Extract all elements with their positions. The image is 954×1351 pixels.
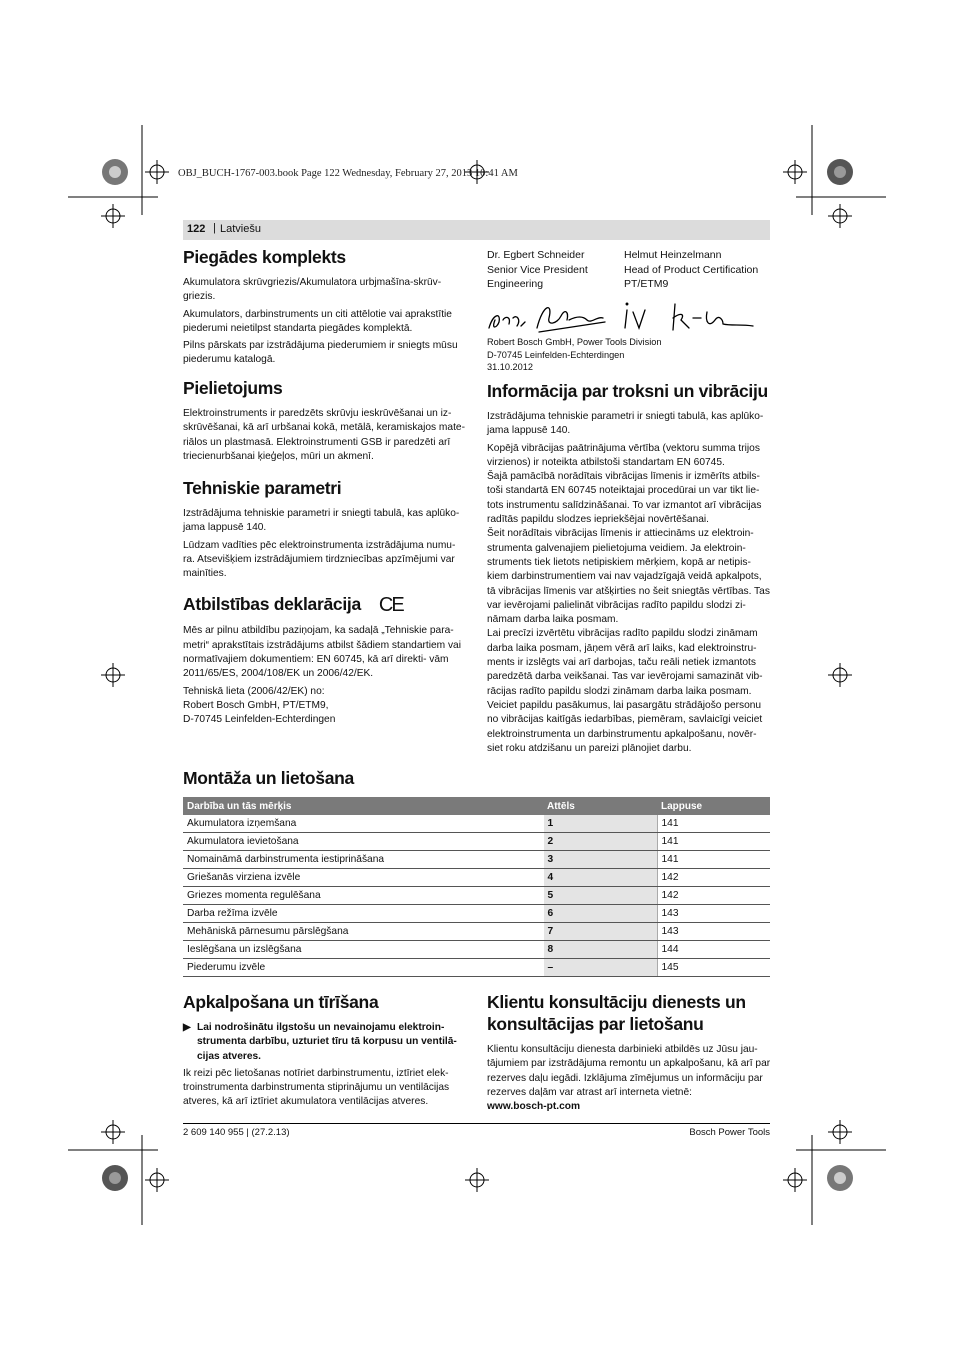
service-heading: Klientu konsultāciju dienests un konsultācijas par lietošanu — [487, 992, 746, 1034]
specs-paragraph: Lūdzam vadīties pēc elektroinstrumenta izstrādājuma numu- ra. Atsevišķiem izstrādājumiem tirdzniecības apzīmējumi var mainīties. — [183, 539, 456, 580]
table-cell: 145 — [657, 959, 770, 977]
handwritten-signatures — [487, 298, 762, 336]
signatory-dept: PT/ETM9 — [624, 278, 669, 291]
footer-rule — [183, 1123, 770, 1124]
noise-paragraph: Lai precīzi izvērtētu vibrācijas radīto papildu slodzi zināmam darba laika posmam, jāņem vērā arī laiks, kad elektroinstru- ments ir izslēgts vai arī darbojas, taču reāli netiek izmantots paredzētā darba veikšanai. Tas var ievērojami samazināt vib- rācijas radīto papildu slodzi zināmam darba laika posmam. — [487, 628, 763, 697]
noise-paragraph: Veiciet papildu pasākumus, lai pasargātu strādājošo personu no vibrācijas kaitīgās iedarbības, piemēram, savlaicīgi veiciet elektroinstrumenta un darbinstrumentu apkalpošanu, novēr- siet roku atdzišanu un pareizi plānojiet darbu. — [487, 699, 763, 754]
noise-section — [487, 380, 772, 756]
delivery-paragraph: Pilns pārskats par izstrādājuma piederumiem ir sniegts mūsu piederumu katalogā. — [183, 340, 458, 366]
bullet-text: Lai nodrošinātu ilgstošu un nevainojamu elektroin- strumenta darbību, uzturiet tīru tā korpusu un ventilā- cijas atveres. — [197, 1022, 457, 1062]
conformity-paragraph: Mēs ar pilnu atbildību paziņojam, ka sadaļā „Tehniskie para- metri“ aprakstītais izstrādājums atbilst šādiem standartiem vai normatīvajiem dokumentiem: EN 60745, kā arī direkti- vām 2011/65/ES, 2004/108/EK un 2006/42/EK. — [183, 625, 461, 680]
signature-date: 31.10.2012 — [487, 362, 533, 372]
maintenance-paragraph: Ik reizi pēc lietošanas notīriet darbinstrumentu, iztīriet elek- troinstrumenta darbinstrumenta stiprinājumu un ventilācijas atveres, kā arī iztīriet akumulatora ventilācijas atveres. — [183, 1067, 450, 1108]
table-cell: 142 — [657, 869, 770, 887]
conformity-paragraph: D-70745 Leinfelden-Echterdingen — [183, 714, 336, 726]
conformity-paragraph: Robert Bosch GmbH, PT/ETM9, — [183, 699, 329, 711]
table-cell: 142 — [657, 887, 770, 905]
signatory-role: Senior Vice President — [487, 263, 588, 276]
left-column — [183, 246, 465, 371]
usage-paragraph: Elektroinstruments ir paredzēts skrūvju ieskrūvēšanai un iz- skrūvēšanai, kā arī urbšanai kokā, metālā, keramiskajos mate- riālos un plastmasā. Elektroinstrumenti GSB ir paredzēti arī triecienurbšanai ķieģeļos, mūri un akmenī. — [183, 408, 465, 462]
header-separator: | — [213, 222, 216, 234]
print-slug: OBJ_BUCH-1767-003.book Page 122 Wednesday, February 27, 2013 10:41 AM — [178, 168, 518, 179]
noise-paragraph: Šajā pamācībā norādītais vibrācijas līmenis ir izmērīts atbils- toši standartā EN 60745 noteiktajai procedūrai un var tikt lie- tots instrumentu salīdzināšanai. To var izmantot arī vibrācijas radītās papildu slodzes iepriekšējai novērtēšanai. — [487, 471, 762, 526]
delivery-heading: Piegādes komplekts — [183, 247, 346, 267]
column-header: Attēls — [543, 797, 657, 815]
table-cell: Piederumu izvēle — [183, 959, 543, 977]
table-row — [183, 905, 770, 923]
service-paragraph: Klientu konsultāciju dienesta darbinieki atbildēs uz Jūsu jau- tājumiem par izstrādājuma remontu un apkalpošanu, kā arī par rezerves daļu iegādi. Izklājuma zīmējumus un informāciju par rezerves daļām var atrast arī interneta vietnē: — [487, 1044, 771, 1098]
usage-heading: Pielietojums — [183, 378, 283, 398]
noise-heading: Informācija par troksni un vibrāciju — [487, 381, 768, 401]
table-row — [183, 959, 770, 977]
table-row — [183, 851, 770, 869]
table-cell: 7 — [543, 923, 657, 941]
signatory-name: Helmut Heinzelmann — [624, 249, 722, 261]
table-cell: Darba režīma izvēle — [183, 905, 543, 923]
ce-mark-icon: CE — [378, 594, 403, 617]
conformity-heading — [183, 593, 465, 616]
table-cell: Ieslēgšana un izslēgšana — [183, 941, 543, 959]
column-header: Darbība un tās mērķis — [183, 797, 543, 815]
table-cell: 143 — [657, 905, 770, 923]
maintenance-section — [183, 991, 465, 1113]
table-row — [183, 887, 770, 905]
table-row — [183, 833, 770, 851]
table-cell: 143 — [657, 923, 770, 941]
address-line: Robert Bosch GmbH, Power Tools Division — [487, 337, 662, 347]
table-row — [183, 869, 770, 887]
delivery-paragraph: Akumulatora skrūvgriezis/Akumulatora urbjmašīna-skrūv- griezis. — [183, 277, 442, 303]
header-language: Latviešu — [220, 223, 261, 235]
assembly-section — [183, 767, 354, 797]
noise-paragraph: Izstrādājuma tehniskie parametri ir sniegti tabulā, kas aplūko- jama lappusē 140. — [487, 411, 764, 437]
footer-brand: Bosch Power Tools — [689, 1127, 770, 1138]
signatory-name: Dr. Egbert Schneider — [487, 249, 585, 261]
table-cell: Akumulatora ievietošana — [183, 833, 543, 851]
table-cell: 8 — [543, 941, 657, 959]
table-cell: 144 — [657, 941, 770, 959]
table-cell: 141 — [657, 833, 770, 851]
conformity-title: Atbilstības deklarācija — [183, 594, 361, 614]
table-cell: 6 — [543, 905, 657, 923]
signatory-dept: Engineering — [487, 278, 544, 291]
service-url-link[interactable]: www.bosch-pt.com — [487, 1101, 581, 1113]
page-number: 122 — [187, 223, 206, 235]
specs-heading: Tehniskie parametri — [183, 478, 342, 498]
page-header — [183, 220, 770, 240]
address-line: D-70745 Leinfelden-Echterdingen — [487, 349, 625, 360]
table-cell: 141 — [657, 815, 770, 833]
noise-paragraph: Šeit norādītais vibrācijas līmenis ir attiecināms uz elektroin- strumenta galvenajiem pielietojuma veidiem. Ja elektroin- struments tiek lietots netipiskiem mērķiem, kopā ar netipis- kiem darbinstrumentiem vai nav vajadzīgajā veidā apkalpots, tā vibrācijas līmenis var atšķirties no šeit sniegtās vērtības. Tas var ievērojami palielināt vibrācijas radīto papildu slodzi zi- nāmam darba laika posmam. — [487, 528, 770, 626]
table-row — [183, 815, 770, 833]
table-cell: Griešanās virziena izvēle — [183, 869, 543, 887]
specs-paragraph: Izstrādājuma tehniskie parametri ir sniegti tabulā, kas aplūko- jama lappusē 140. — [183, 508, 460, 534]
table-cell: 4 — [543, 869, 657, 887]
table-cell: Nomaināmā darbinstrumenta iestiprināšana — [183, 851, 543, 869]
maintenance-bullet — [183, 1021, 465, 1064]
table-cell: Mehāniskā pārnesumu pārslēgšana — [183, 923, 543, 941]
assembly-heading: Montāža un lietošana — [183, 768, 354, 788]
delivery-paragraph: Akumulators, darbinstruments un citi attēlotie vai aprakstītie piederumi neietilpst standarta piegādes komplektā. — [183, 308, 452, 334]
table-cell: 3 — [543, 851, 657, 869]
table-cell: 2 — [543, 833, 657, 851]
table-cell: Griezes momenta regulēšana — [183, 887, 543, 905]
table-row — [183, 941, 770, 959]
usage-section — [183, 377, 465, 467]
signatory-left — [487, 248, 622, 292]
signatory-right — [624, 248, 779, 292]
signature-address — [487, 336, 661, 374]
maintenance-heading: Apkalpošana un tīrīšana — [183, 992, 379, 1012]
table-row — [183, 923, 770, 941]
operations-table — [183, 797, 770, 977]
table-cell: – — [543, 959, 657, 977]
table-cell: 141 — [657, 851, 770, 869]
noise-paragraph: Kopējā vibrācijas paātrinājuma vērtība (vektoru summa trijos virzienos) ir noteikta atbilstoši standartam EN 60745. — [487, 442, 760, 468]
table-cell: Akumulatora izņemšana — [183, 815, 543, 833]
table-header-row — [183, 797, 770, 815]
service-section — [487, 991, 772, 1117]
specs-section — [183, 477, 465, 584]
bullet-arrow-icon: ▶ — [183, 1022, 191, 1033]
signatory-role: Head of Product Certification — [624, 263, 759, 276]
table-cell: 1 — [543, 815, 657, 833]
conformity-paragraph: Tehniskā lieta (2006/42/EK) no: — [183, 685, 325, 697]
table-cell: 5 — [543, 887, 657, 905]
column-header: Lappuse — [657, 797, 770, 815]
conformity-section — [183, 593, 465, 727]
footer-doc-number: 2 609 140 955 | (27.2.13) — [183, 1127, 290, 1138]
